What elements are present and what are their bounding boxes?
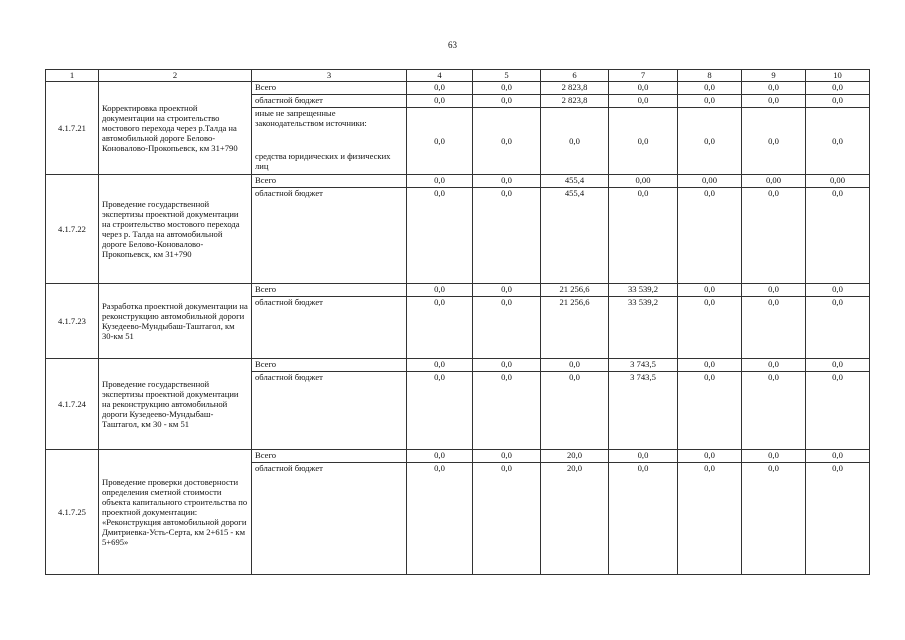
page-number: 63 [448,40,457,50]
value-cell: 0,0 [473,450,541,463]
value-cell: 0,0 [742,95,806,108]
value-cell: 0,0 [407,463,473,575]
value-cell: 3 743,5 [609,359,678,372]
value-cell: 0,0 [742,463,806,575]
value-cell: 0,0 [742,359,806,372]
value-cell: 0,00 [806,175,870,188]
item-name: Разработка проектной документации на реконструкцию автомобильной дороги Кузедеево-Мундыбаш-Таштагол, км 30-км 51 [99,284,252,359]
header-cell: 8 [678,70,742,82]
header-cell: 6 [541,70,609,82]
value-cell: 0,0 [541,359,609,372]
value-cell: 0,0 [473,297,541,359]
value-cell: 0,0 [742,108,806,175]
value-cell: 0,0 [473,359,541,372]
value-cell: 0,0 [806,297,870,359]
value-cell: 0,0 [407,108,473,175]
value-cell: 0,0 [473,175,541,188]
value-cell: 2 823,8 [541,82,609,95]
funding-source: областной бюджет [252,463,407,575]
value-cell: 20,0 [541,463,609,575]
header-cell: 10 [806,70,870,82]
value-cell: 0,0 [473,188,541,284]
table-row [46,284,870,297]
header-cell: 7 [609,70,678,82]
value-cell: 0,0 [541,108,609,175]
header-row [46,70,870,82]
funding-source [252,108,407,175]
value-cell: 0,0 [806,372,870,450]
header-cell: 9 [742,70,806,82]
value-cell: 0,0 [806,82,870,95]
funding-source: областной бюджет [252,297,407,359]
funding-source-sublabel: средства юридических и физических лиц [255,151,391,172]
value-cell: 0,0 [806,108,870,175]
value-cell: 0,0 [609,450,678,463]
funding-source: областной бюджет [252,188,407,284]
value-cell: 3 743,5 [609,372,678,450]
item-code: 4.1.7.23 [46,284,99,359]
funding-source: Всего [252,82,407,95]
value-cell: 0,0 [473,108,541,175]
value-cell: 0,0 [407,450,473,463]
header-cell: 2 [99,70,252,82]
value-cell: 0,0 [806,188,870,284]
value-cell: 0,0 [742,188,806,284]
value-cell: 20,0 [541,450,609,463]
value-cell: 0,0 [407,188,473,284]
value-cell: 0,0 [678,450,742,463]
item-code: 4.1.7.25 [46,450,99,575]
item-name: Проведение государственной экспертизы проектной документации на реконструкцию автомобильной дороги Кузедеево-Мундыбаш-Таштагол, км 30 - км 51 [99,359,252,450]
value-cell: 33 539,2 [609,297,678,359]
value-cell: 0,0 [473,95,541,108]
funding-source: Всего [252,175,407,188]
value-cell: 0,00 [678,175,742,188]
header-cell: 1 [46,70,99,82]
table-row [46,175,870,188]
value-cell: 0,0 [678,108,742,175]
value-cell: 0,0 [806,359,870,372]
value-cell: 0,0 [473,463,541,575]
value-cell: 0,0 [742,284,806,297]
value-cell: 21 256,6 [541,284,609,297]
item-code: 4.1.7.21 [46,82,99,175]
item-name: Корректировка проектной документации на строительство мостового перехода через р.Талда на автомобильной дороге Белово-Коновалово-Прокопьевск, км 31+790 [99,82,252,175]
header-cell: 4 [407,70,473,82]
value-cell: 0,0 [609,95,678,108]
value-cell: 0,0 [407,372,473,450]
value-cell: 0,0 [742,297,806,359]
value-cell: 0,0 [407,359,473,372]
value-cell: 0,0 [678,372,742,450]
value-cell: 0,0 [609,82,678,95]
funding-source: областной бюджет [252,372,407,450]
header-cell: 3 [252,70,407,82]
funding-source: Всего [252,450,407,463]
value-cell: 33 539,2 [609,284,678,297]
table-row [46,450,870,463]
value-cell: 455,4 [541,188,609,284]
value-cell: 0,0 [541,372,609,450]
value-cell: 0,0 [609,463,678,575]
value-cell: 0,0 [678,297,742,359]
item-name: Проведение государственной экспертизы проектной документации на строительство мостового перехода через р. Талда на автомобильной дороге Белово-Коновалово-Прокопьевск, км 31+790 [99,175,252,284]
header-cell: 5 [473,70,541,82]
value-cell: 0,0 [473,82,541,95]
value-cell: 0,0 [407,175,473,188]
value-cell: 0,0 [742,450,806,463]
value-cell: 0,0 [806,95,870,108]
item-name: Проведение проверки достоверности определения сметной стоимости объекта капитального строительства по проектной документации: «Реконструкция автомобильной дороги Дмитриевка-Усть-Серта, км 2+615 - км 5+695» [99,450,252,575]
value-cell: 0,0 [678,188,742,284]
value-cell: 0,0 [806,450,870,463]
budget-table [45,69,870,575]
value-cell: 0,0 [806,284,870,297]
value-cell: 0,0 [473,372,541,450]
table-row [46,82,870,95]
value-cell: 455,4 [541,175,609,188]
table-row [46,359,870,372]
value-cell: 0,0 [678,82,742,95]
value-cell: 0,0 [742,372,806,450]
value-cell: 0,0 [609,108,678,175]
value-cell: 0,00 [742,175,806,188]
funding-source: Всего [252,284,407,297]
value-cell: 0,0 [742,82,806,95]
funding-source: областной бюджет [252,95,407,108]
value-cell: 0,00 [609,175,678,188]
value-cell: 0,0 [678,284,742,297]
item-code: 4.1.7.24 [46,359,99,450]
value-cell: 0,0 [407,82,473,95]
funding-source: Всего [252,359,407,372]
funding-source-label: иные не запрещенные законодательством источники: [255,108,367,129]
value-cell: 0,0 [473,284,541,297]
item-code: 4.1.7.22 [46,175,99,284]
value-cell: 0,0 [407,284,473,297]
value-cell: 0,0 [407,297,473,359]
value-cell: 0,0 [407,95,473,108]
value-cell: 0,0 [678,95,742,108]
value-cell: 2 823,8 [541,95,609,108]
value-cell: 0,0 [609,188,678,284]
value-cell: 21 256,6 [541,297,609,359]
value-cell: 0,0 [678,359,742,372]
value-cell: 0,0 [678,463,742,575]
value-cell: 0,0 [806,463,870,575]
